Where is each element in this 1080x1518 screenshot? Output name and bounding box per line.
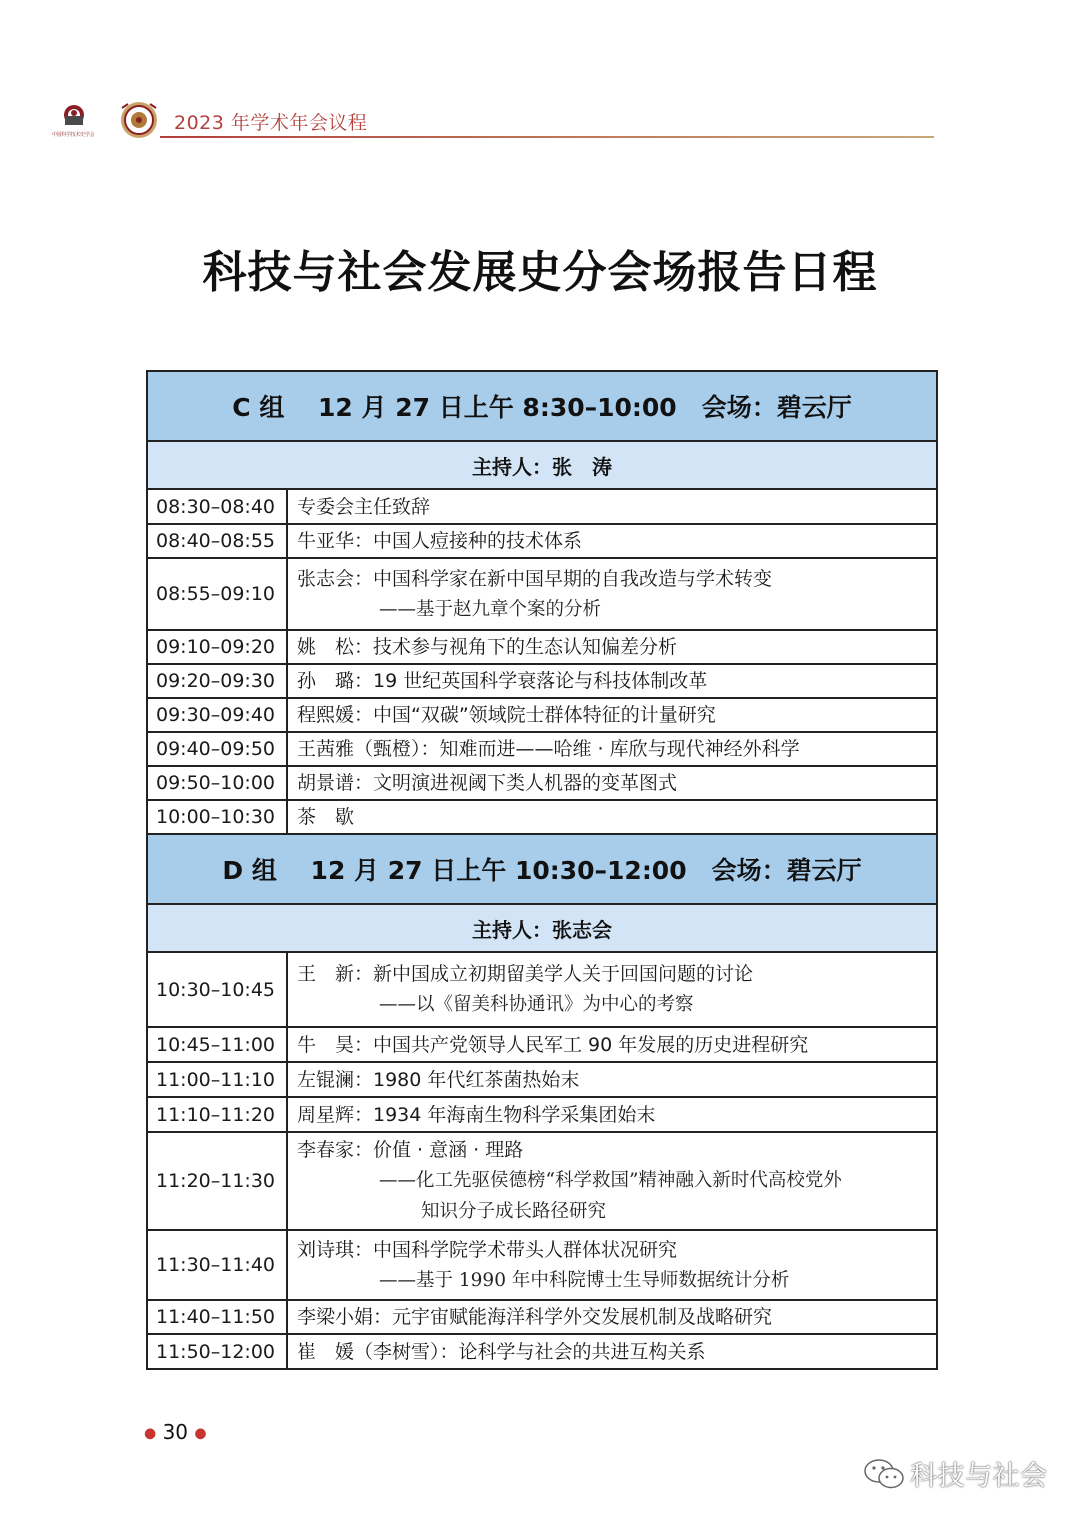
- talk-cell: [288, 953, 936, 1026]
- talk-cell: [288, 525, 936, 557]
- talk-cell: [288, 559, 936, 629]
- time-cell: 11:40–11:50: [148, 1301, 288, 1333]
- talk-cell: [288, 1301, 936, 1333]
- bullet-dot-icon: ●: [194, 1425, 207, 1442]
- talk-cell: [288, 1231, 936, 1299]
- table-row: [148, 525, 936, 559]
- society-logo-caption: 中国科学技术史学会: [51, 132, 95, 138]
- table-row: [148, 699, 936, 733]
- watermark-text: 科技与社会: [910, 1461, 1048, 1492]
- talk-title: 专委会主任致辞: [297, 495, 431, 518]
- emblem-logo-icon: [118, 100, 160, 140]
- group-c-host: 主持人：张 涛: [148, 442, 936, 490]
- society-logo: [42, 104, 104, 140]
- time-cell: 11:00–11:10: [148, 1063, 288, 1096]
- talk-title: 周星辉：1934 年海南生物科学采集团始末: [297, 1103, 656, 1126]
- talk-title: 牛亚华：中国人痘接种的技术体系: [297, 530, 583, 552]
- time-cell: 09:40–09:50: [148, 733, 288, 765]
- table-row: [148, 631, 936, 665]
- page-number: [144, 1420, 207, 1444]
- time-cell: 10:00–10:30: [148, 801, 288, 833]
- talk-cell: [288, 665, 936, 697]
- group-c-heading: C 组 12 月 27 日上午 8:30–10:00 会场：碧云厅: [148, 372, 936, 442]
- time-cell: 09:50–10:00: [148, 767, 288, 799]
- table-row: [148, 1231, 936, 1301]
- group-d-host: 主持人：张志会: [148, 905, 936, 953]
- talk-title: 张志会：中国科学家在新中国早期的自我改造与学术转变: [297, 567, 773, 590]
- talk-title: 王 新：新中国成立初期留美学人关于回国问题的讨论: [297, 963, 754, 985]
- time-cell: 11:20–11:30: [148, 1133, 288, 1229]
- page-header: [0, 0, 1080, 150]
- wechat-watermark: [862, 1452, 1052, 1492]
- talk-cell: [288, 1063, 936, 1096]
- talk-title: 崔 媛（李树雪）：论科学与社会的共进互构关系: [297, 1340, 706, 1363]
- table-row: [148, 665, 936, 699]
- time-cell: 08:40–08:55: [148, 525, 288, 557]
- table-row: [148, 801, 936, 835]
- talk-subtitle: ——基于赵九章个案的分析: [379, 598, 602, 620]
- table-row: [148, 1028, 936, 1063]
- talk-title: 牛 昊：中国共产党领导人民军工 90 年发展的历史进程研究: [297, 1033, 809, 1056]
- talk-title: 程熙媛：中国“双碳”领域院士群体特征的计量研究: [297, 704, 716, 726]
- talk-cell: [288, 1335, 936, 1368]
- time-cell: 10:45–11:00: [148, 1028, 288, 1061]
- wechat-icon: [862, 1456, 906, 1492]
- time-cell: 11:30–11:40: [148, 1231, 288, 1299]
- table-row: [148, 1133, 936, 1231]
- time-cell: 10:30–10:45: [148, 953, 288, 1026]
- time-cell: 09:30–09:40: [148, 699, 288, 731]
- talk-cell: [288, 767, 936, 799]
- talk-subtitle: ——化工先驱侯德榜“科学救国”精神融入新时代高校党外: [379, 1170, 842, 1191]
- talk-title: 李春家：价值 · 意涵 · 理路: [297, 1139, 524, 1161]
- table-row: [148, 953, 936, 1028]
- header-title: 2023 年学术年会议程: [174, 112, 368, 134]
- talk-cell: [288, 1028, 936, 1061]
- table-row: [148, 767, 936, 801]
- talk-title: 刘诗琪：中国科学院学术带头人群体状况研究: [297, 1238, 678, 1261]
- talk-title: 左锟澜：1980 年代红茶菌热始末: [297, 1068, 580, 1091]
- table-row: [148, 1098, 936, 1133]
- talk-cell: [288, 699, 936, 731]
- table-row: [148, 1335, 936, 1370]
- table-row: [148, 733, 936, 767]
- schedule-table: [146, 370, 938, 1370]
- bullet-dot-icon: ●: [144, 1425, 157, 1442]
- talk-subtitle: ——基于 1990 年中科院博士生导师数据统计分析: [379, 1269, 790, 1291]
- talk-cell: [288, 733, 936, 765]
- talk-title: 姚 松：技术参与视角下的生态认知偏差分析: [297, 636, 678, 658]
- time-cell: 11:50–12:00: [148, 1335, 288, 1368]
- talk-title: 李梁小娟：元宇宙赋能海洋科学外交发展机制及战略研究: [297, 1306, 773, 1328]
- table-row: [148, 1301, 936, 1335]
- talk-title: 茶 歇: [297, 806, 355, 828]
- header-divider: [160, 136, 934, 138]
- time-cell: 09:20–09:30: [148, 665, 288, 697]
- society-logo-icon: [62, 104, 86, 126]
- time-cell: 08:55–09:10: [148, 559, 288, 629]
- table-row: [148, 559, 936, 631]
- table-row: [148, 490, 936, 525]
- talk-cell: [288, 490, 936, 523]
- talk-cell: [288, 1098, 936, 1131]
- table-row: [148, 1063, 936, 1098]
- talk-cell: [288, 631, 936, 663]
- talk-subtitle-continued: 知识分子成长路径研究: [421, 1201, 607, 1222]
- talk-title: 孙 璐：19 世纪英国科学衰落论与科技体制改革: [297, 670, 708, 692]
- time-cell: 08:30–08:40: [148, 490, 288, 523]
- talk-cell: [288, 801, 936, 833]
- page-title: 科技与社会发展史分会场报告日程: [202, 247, 878, 298]
- page-number-text: 30: [162, 1420, 189, 1444]
- talk-title: 王茜雅（甄橙）：知难而进——哈维 · 库欣与现代神经外科学: [297, 738, 800, 760]
- group-d-heading: D 组 12 月 27 日上午 10:30–12:00 会场：碧云厅: [148, 835, 936, 905]
- time-cell: 11:10–11:20: [148, 1098, 288, 1131]
- talk-cell: [288, 1133, 936, 1229]
- talk-title: 胡景谱：文明演进视阈下类人机器的变革图式: [297, 772, 678, 794]
- time-cell: 09:10–09:20: [148, 631, 288, 663]
- talk-subtitle: ——以《留美科协通讯》为中心的考察: [379, 994, 694, 1015]
